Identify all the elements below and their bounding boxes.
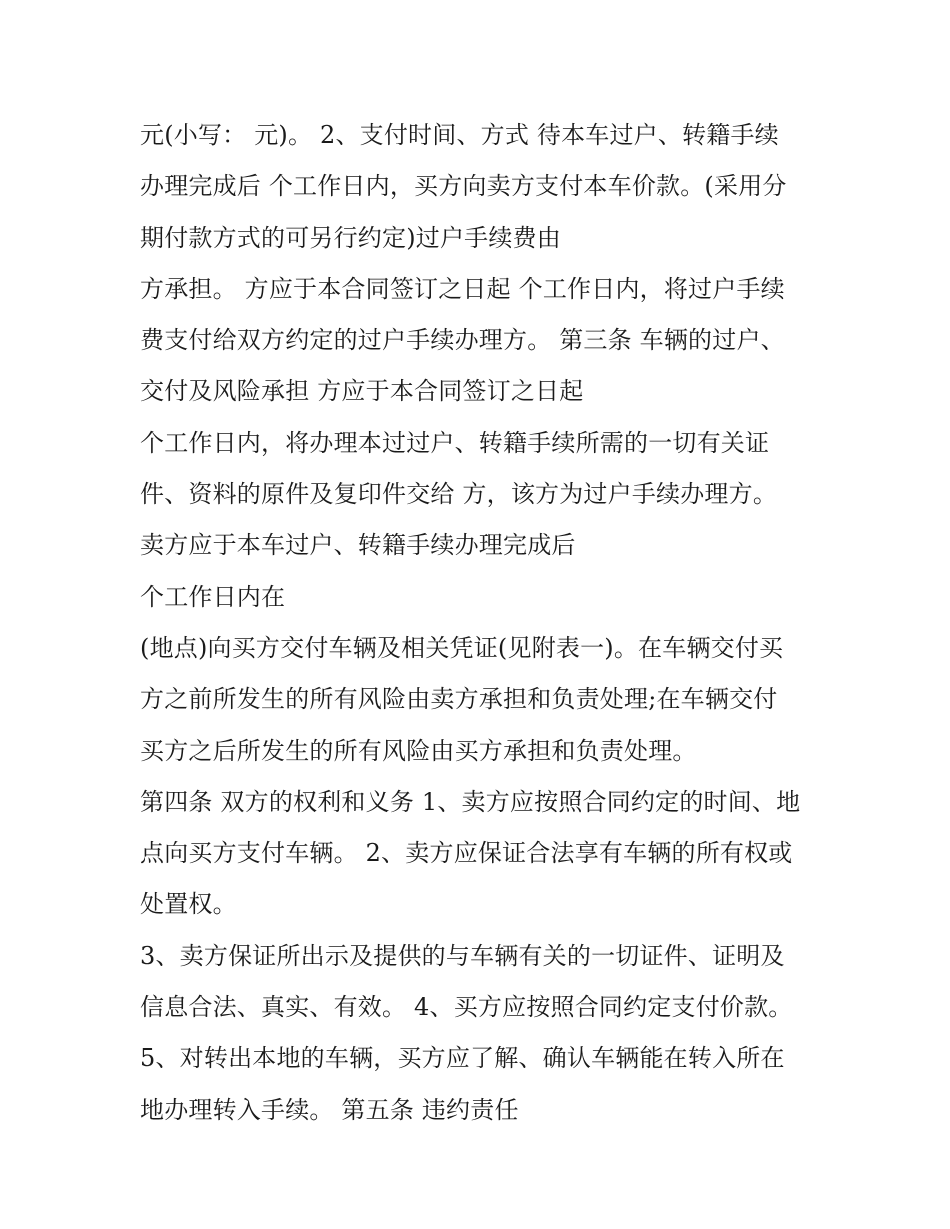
text-line: 点向买方支付车辆。 2、卖方应保证合法享有车辆的所有权或 (140, 839, 793, 868)
text-line: 买方之后所发生的所有风险由买方承担和负责处理。 (140, 736, 697, 765)
text-line: 费支付给双方约定的过户手续办理方。 第三条 车辆的过户、 (140, 326, 785, 355)
text-line: 方之前所发生的所有风险由卖方承担和负责处理;在车辆交付 (140, 685, 778, 714)
text-line: 个工作日内，将办理本过过户、转籍手续所需的一切有关证 (140, 428, 770, 457)
text-line: 3、卖方保证所出示及提供的与车辆有关的一切证件、证明及 (140, 941, 785, 970)
text-line: 处置权。 (140, 890, 237, 919)
text-line: 元(小写： 元)。 2、支付时间、方式 待本车过户、转籍手续 (140, 121, 779, 149)
text-line: (地点)向买方交付车辆及相关凭证(见附表一)。在车辆交付买 (140, 633, 784, 662)
text-line: 办理完成后 个工作日内，买方向卖方支付本车价款。(采用分 (140, 172, 787, 201)
text-line: 5、对转出本地的车辆，买方应了解、确认车辆能在转入所在 (140, 1044, 785, 1073)
text-line: 卖方应于本车过户、转籍手续办理完成后 (140, 531, 576, 560)
text-line: 个工作日内在 (140, 582, 286, 611)
text-line: 第四条 双方的权利和义务 1、卖方应按照合同约定的时间、地 (140, 787, 801, 816)
document-body (140, 110, 820, 1136)
text-line: 方承担。 方应于本合同签订之日起 个工作日内，将过户手续 (140, 274, 785, 303)
text-line: 信息合法、真实、有效。 4、买方应按照合同约定支付价款。 (140, 993, 793, 1022)
text-line: 地办理转入手续。 第五条 违约责任 (140, 1095, 519, 1124)
text-line: 交付及风险承担 方应于本合同签订之日起 (140, 377, 584, 406)
text-line: 件、资料的原件及复印件交给 方，该方为过户手续办理方。 (140, 480, 778, 509)
text-line: 期付款方式的可另行约定)过户手续费由 (140, 223, 561, 252)
